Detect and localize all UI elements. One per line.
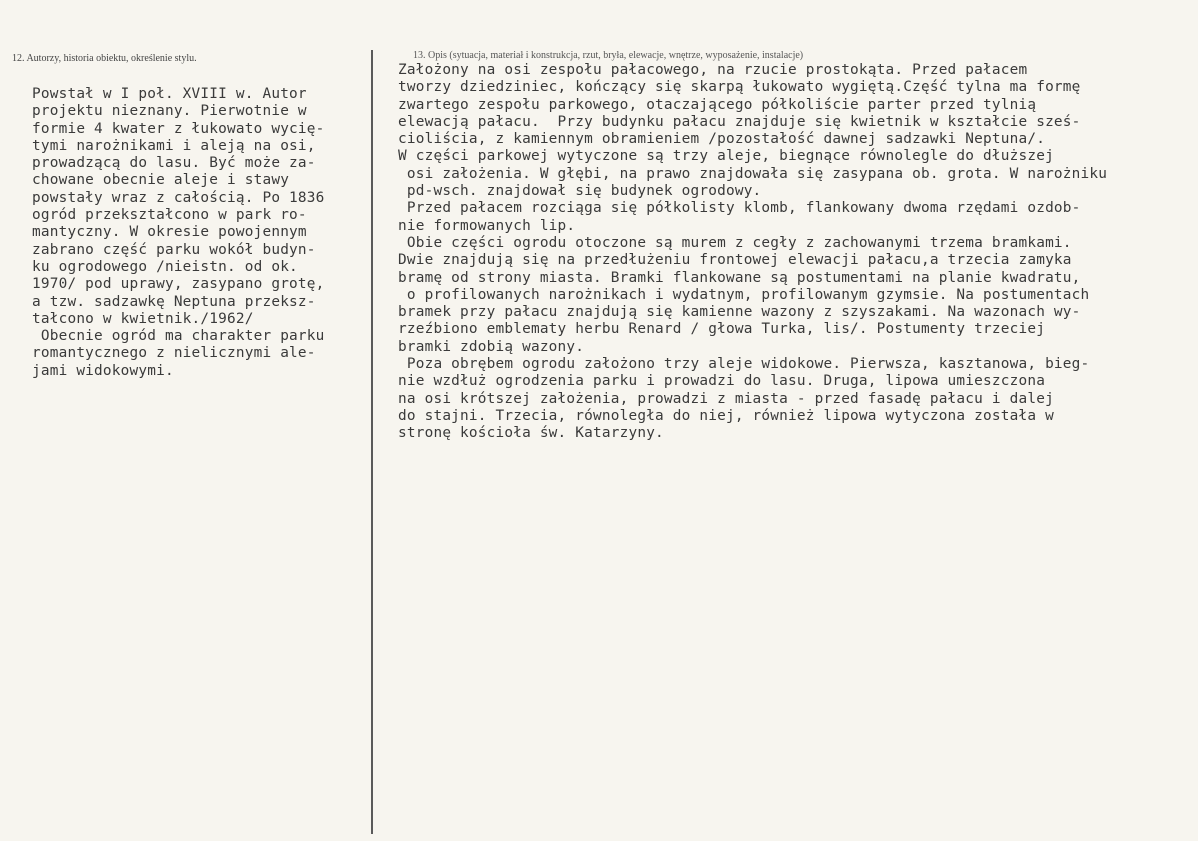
left-text-line: prowadzącą do lasu. Być może za- — [32, 155, 316, 172]
section-12-label: 12. Autorzy, historia obiektu, określenie stylu. — [12, 53, 197, 64]
right-text-line: Obie części ogrodu otoczone są murem z cegły z zachowanymi trzema bramkami. — [398, 234, 1072, 251]
right-text-line: bramek przy pałacu znajdują się kamienne wazony z szyszakami. Na wazonach wy- — [398, 304, 1081, 321]
left-text-line: projektu nieznany. Pierwotnie w — [32, 103, 307, 120]
left-text-line: chowane obecnie aleje i stawy — [32, 172, 290, 189]
left-text-line: romantycznego z nielicznymi ale- — [32, 345, 316, 362]
right-text-line: W części parkowej wytyczone są trzy aleje, biegnące równolegle do dłuższej — [398, 148, 1054, 165]
left-text-line: tałcono w kwietnik./1962/ — [32, 310, 254, 327]
right-text-line: Poza obrębem ogrodu założono trzy aleje widokowe. Pierwsza, kasztanowa, bieg- — [398, 356, 1090, 373]
left-text-line: Obecnie ogród ma charakter parku — [32, 328, 325, 345]
history-text — [32, 86, 362, 380]
left-text-line: a tzw. sadzawkę Neptuna przeksz- — [32, 293, 316, 310]
description-text — [398, 62, 1198, 443]
left-text-line: formie 4 kwater z łukowato wycię- — [32, 120, 325, 137]
left-text-line: jami widokowymi. — [32, 362, 174, 379]
right-text-line: cioliścia, z kamiennym obramieniem /pozostałość dawnej sadzawki Neptuna/. — [398, 131, 1046, 148]
left-text-line: tymi narożnikami i aleją na osi, — [32, 137, 316, 154]
right-text-line: pd-wsch. znajdował się budynek ogrodowy. — [398, 183, 762, 200]
right-text-line: rzeźbiono emblematy herbu Renard / głowa Turka, lis/. Postumenty trzeciej — [398, 321, 1046, 338]
right-text-line: Przed pałacem rozciąga się półkolisty klomb, flankowany dwoma rzędami ozdob- — [398, 200, 1081, 217]
right-text-line: zwartego zespołu parkowego, otaczającego półkoliście parter przed tylnią — [398, 96, 1037, 113]
right-text-line: na osi krótszej założenia, prowadzi z miasta - przed fasadę pałacu i dalej — [398, 390, 1054, 407]
left-text-line: zabrano część parku wokół budyn- — [32, 241, 316, 258]
column-divider — [371, 50, 373, 834]
right-text-line: nie formowanych lip. — [398, 217, 576, 234]
right-text-line: elewacją pałacu. Przy budynku pałacu znajduje się kwietnik w kształcie sześ- — [398, 113, 1081, 130]
left-text-line: powstały wraz z całością. Po 1836 — [32, 189, 325, 206]
right-text-line: osi założenia. W głębi, na prawo znajdowała się zasypana ob. grota. W narożniku — [398, 165, 1108, 182]
right-text-line: Dwie znajdują się na przedłużeniu frontowej elewacji pałacu,a trzecia zamyka — [398, 252, 1072, 269]
right-text-line: o profilowanych narożnikach i wydatnym, profilowanym gzymsie. Na postumentach — [398, 286, 1090, 303]
right-text-line: stronę kościoła św. Katarzyny. — [398, 425, 664, 442]
left-text-line: ku ogrodowego /nieistn. od ok. — [32, 258, 298, 275]
left-text-line: Powstał w I poł. XVIII w. Autor — [32, 86, 307, 102]
right-text-line: nie wzdłuż ogrodzenia parku i prowadzi do lasu. Druga, lipowa umieszczona — [398, 373, 1046, 390]
right-text-line: tworzy dziedziniec, kończący się skarpą łukowato wygiętą.Część tylna ma formę — [398, 79, 1081, 96]
right-text-line: Założony na osi zespołu pałacowego, na rzucie prostokąta. Przed pałacem — [398, 62, 1028, 78]
right-text-line: do stajni. Trzecia, równoległa do niej, również lipowa wytyczona została w — [398, 407, 1054, 424]
right-text-line: bramki zdobią wazony. — [398, 338, 585, 355]
left-text-line: mantyczny. W okresie powojennym — [32, 224, 307, 241]
section-13-label: 13. Opis (sytuacja, materiał i konstrukcja, rzut, bryła, elewacje, wnętrze, wyposażenie, instalacje) — [413, 50, 804, 61]
right-text-line: bramę od strony miasta. Bramki flankowane są postumentami na planie kwadratu, — [398, 269, 1081, 286]
left-text-line: ogród przekształcono w park ro- — [32, 207, 307, 224]
left-text-line: 1970/ pod uprawy, zasypano grotę, — [32, 276, 325, 293]
